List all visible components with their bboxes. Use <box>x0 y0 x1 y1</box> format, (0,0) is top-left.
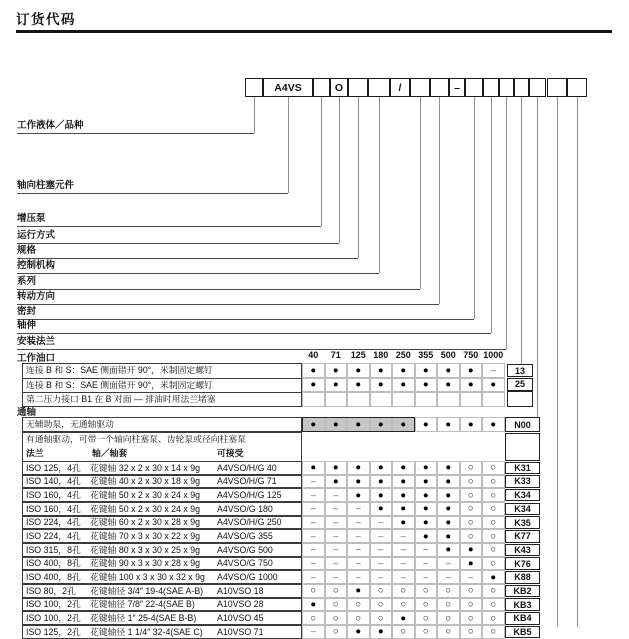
availability-cell: ○ <box>460 488 483 502</box>
field-label: 规格 <box>17 245 37 256</box>
row-code: K31 <box>505 462 540 475</box>
availability-cell: ○ <box>460 584 483 598</box>
connector-line <box>379 97 380 273</box>
connector-line <box>557 97 558 627</box>
availability-cell: ○ <box>437 611 460 625</box>
availability-cell: ○ <box>302 611 325 625</box>
availability-cell: ● <box>370 502 393 516</box>
availability-cell: – <box>347 529 370 543</box>
page-title: 订货代码 <box>16 12 76 27</box>
availability-cell: ● <box>370 461 393 475</box>
availability-cell: – <box>325 488 348 502</box>
code-box <box>567 78 587 97</box>
availability-cell: ● <box>437 417 460 432</box>
availability-cell: ○ <box>415 611 438 625</box>
availability-cell: ● <box>415 502 438 516</box>
field-label: 轴伸 <box>17 320 37 331</box>
availability-cell: ● <box>460 417 483 432</box>
connector-line <box>358 97 359 258</box>
size-header: 1000 <box>483 350 504 360</box>
availability-cell: ● <box>437 488 460 502</box>
availability-cell: ○ <box>415 598 438 612</box>
availability-cell: ● <box>437 475 460 489</box>
field-line <box>17 258 358 259</box>
availability-cell: ● <box>437 461 460 475</box>
connector-line <box>521 97 522 364</box>
availability-cell: ● <box>437 543 460 557</box>
availability-cell: ● <box>370 475 393 489</box>
availability-cell: ○ <box>460 516 483 530</box>
availability-cell: ● <box>415 529 438 543</box>
availability-cell: – <box>325 529 348 543</box>
code-box <box>348 78 368 97</box>
availability-cell: ○ <box>302 584 325 598</box>
row-flange: ISO 125，4孔 <box>26 462 81 473</box>
field-line <box>17 243 339 244</box>
availability-cell <box>302 392 325 407</box>
availability-cell: – <box>347 516 370 530</box>
availability-cell: ● <box>392 378 415 393</box>
availability-cell: ● <box>347 584 370 598</box>
section-label-through-drive: 通轴 <box>17 407 37 418</box>
row-shaft: 花键轴径 1 1/4″ 32-4(SAE C) <box>90 626 203 637</box>
availability-cell <box>347 392 370 407</box>
availability-cell: – <box>392 529 415 543</box>
availability-cell: ● <box>437 378 460 393</box>
size-header: 500 <box>440 350 456 360</box>
availability-cell: – <box>347 502 370 516</box>
code-box <box>410 78 430 97</box>
availability-cell: ● <box>347 625 370 639</box>
row-accept: A4VSO/G 180 <box>217 503 273 514</box>
availability-cell: ○ <box>460 502 483 516</box>
row-shaft: 花键轴径 7/8″ 22-4(SAE B) <box>90 599 195 610</box>
row-accept: A10VSO 28 <box>217 599 264 610</box>
code-box: – <box>449 78 465 97</box>
service-port-code-empty <box>507 391 533 407</box>
availability-cell: ○ <box>370 598 393 612</box>
availability-cell: ● <box>415 516 438 530</box>
title-rule <box>16 30 612 33</box>
availability-cell: ● <box>325 363 348 378</box>
availability-cell: ○ <box>482 625 505 639</box>
availability-cell: – <box>392 570 415 584</box>
availability-cell: ○ <box>437 584 460 598</box>
field-line <box>17 289 420 290</box>
row-shaft: 花键轴径 3/4″ 19-4(SAE A-B) <box>90 585 204 596</box>
availability-cell: – <box>325 516 348 530</box>
availability-cell: – <box>370 516 393 530</box>
service-ports-row-sep <box>22 378 302 379</box>
row-code: K35 <box>505 516 540 529</box>
availability-cell: – <box>437 557 460 571</box>
row-code: K43 <box>505 544 540 557</box>
connector-line <box>439 97 440 304</box>
connector-line <box>577 97 578 627</box>
row-code: K76 <box>505 557 540 570</box>
availability-cell: ● <box>415 378 438 393</box>
availability-cell: ● <box>392 475 415 489</box>
row-flange: ISO 80，2孔 <box>26 585 76 596</box>
service-port-code: 13 <box>507 364 533 377</box>
availability-cell: – <box>302 475 325 489</box>
availability-cell: ● <box>347 363 370 378</box>
size-header: 71 <box>330 350 341 360</box>
availability-cell: ○ <box>325 598 348 612</box>
availability-cell: – <box>302 625 325 639</box>
row-accept: A4VSO/H/G 125 <box>217 489 282 500</box>
availability-cell: ○ <box>415 625 438 639</box>
availability-cell: ○ <box>415 584 438 598</box>
row-flange: ISO 140，4孔 <box>26 476 81 487</box>
code-box <box>245 78 263 97</box>
connector-line <box>506 97 507 349</box>
col-header-flange: 法兰 <box>26 448 44 458</box>
through-drive-note: 有通轴驱动，可带一个轴向柱塞泵、齿轮泵或径向柱塞泵 <box>26 434 246 444</box>
row-code: K34 <box>505 503 540 516</box>
service-port-desc: 连接 B 和 S：SAE 侧面错开 90°，米制固定螺钉 <box>26 365 213 375</box>
availability-cell: ○ <box>370 584 393 598</box>
col-header-accept: 可接受 <box>217 448 244 458</box>
availability-cell: ○ <box>460 475 483 489</box>
connector-line <box>339 97 340 243</box>
availability-cell: ● <box>347 488 370 502</box>
availability-cell: – <box>302 488 325 502</box>
availability-cell: ● <box>302 598 325 612</box>
row-accept: A10VSO 18 <box>217 585 264 596</box>
field-line <box>17 273 379 274</box>
availability-cell: ○ <box>437 625 460 639</box>
availability-cell <box>415 392 438 407</box>
row-accept: A10VSO 45 <box>217 612 264 623</box>
row-shaft: 花键轴 40 x 2 x 30 x 18 x 9g <box>90 476 201 487</box>
availability-cell: – <box>415 543 438 557</box>
availability-cell: – <box>302 516 325 530</box>
field-line <box>17 133 254 134</box>
through-drive-code-empty <box>505 433 540 461</box>
size-header: 125 <box>350 350 366 360</box>
field-line <box>17 319 474 320</box>
row-flange: ISO 160，4孔 <box>26 489 81 500</box>
availability-cell: ● <box>302 378 325 393</box>
field-line <box>17 226 321 227</box>
row-accept: A4VSO/H/G 40 <box>217 462 277 473</box>
connector-line <box>288 97 289 193</box>
service-port-desc: 连接 B 和 S：SAE 侧面错开 90°，米制固定螺钉 <box>26 379 213 390</box>
size-header: 180 <box>373 350 389 360</box>
availability-cell: ● <box>392 461 415 475</box>
row-flange: ISO 160，4孔 <box>26 503 81 514</box>
availability-cell: – <box>392 557 415 571</box>
availability-cell: ○ <box>347 598 370 612</box>
row-code: KB5 <box>505 626 540 639</box>
row-flange: ISO 400，8孔 <box>26 571 81 582</box>
availability-cell: ○ <box>482 502 505 516</box>
connector-line <box>537 97 538 417</box>
code-box <box>430 78 449 97</box>
availability-cell <box>437 392 460 407</box>
availability-cell: ○ <box>482 461 505 475</box>
availability-cell: ● <box>302 417 325 432</box>
row-shaft: 花键轴 80 x 3 x 30 x 25 x 9g <box>90 544 201 555</box>
row-code: K88 <box>505 571 540 584</box>
availability-cell: ● <box>370 417 393 432</box>
availability-cell: ● <box>392 611 415 625</box>
availability-cell: ● <box>482 570 505 584</box>
availability-cell: ○ <box>347 611 370 625</box>
availability-cell: – <box>325 557 348 571</box>
service-ports-row-sep <box>22 392 302 393</box>
size-header: 355 <box>418 350 434 360</box>
availability-cell: ● <box>437 502 460 516</box>
row-accept: A4VSO/G 750 <box>217 558 273 569</box>
no-drive-desc: 无辅助泵，无通轴驱动 <box>26 419 114 429</box>
availability-cell: ○ <box>482 543 505 557</box>
code-box <box>529 78 546 97</box>
availability-cell: ○ <box>482 611 505 625</box>
availability-cell: ○ <box>460 598 483 612</box>
availability-cell: – <box>415 557 438 571</box>
availability-cell: – <box>370 570 393 584</box>
availability-cell: – <box>482 363 505 378</box>
availability-cell: ● <box>392 502 415 516</box>
availability-cell: ● <box>415 488 438 502</box>
row-accept: A4VSO/G 500 <box>217 544 273 555</box>
availability-cell: ○ <box>325 611 348 625</box>
availability-cell: ● <box>302 461 325 475</box>
availability-cell: ● <box>482 378 505 393</box>
availability-cell: ○ <box>460 611 483 625</box>
availability-cell: ● <box>370 625 393 639</box>
col-header-shaft: 轴／轴套 <box>92 448 128 458</box>
availability-cell: ● <box>460 557 483 571</box>
availability-cell <box>460 392 483 407</box>
size-header: 40 <box>308 350 319 360</box>
availability-cell: ○ <box>482 516 505 530</box>
availability-cell: ● <box>370 363 393 378</box>
availability-cell: ○ <box>482 557 505 571</box>
row-code: KB2 <box>505 585 540 598</box>
availability-cell: ● <box>482 417 505 432</box>
row-shaft: 花键轴 70 x 3 x 30 x 22 x 9g <box>90 530 201 541</box>
size-header: 750 <box>463 350 479 360</box>
availability-cell <box>370 392 393 407</box>
availability-cell: – <box>415 570 438 584</box>
availability-cell: ○ <box>460 529 483 543</box>
row-flange: ISO 125，2孔 <box>26 626 81 637</box>
field-label: 控制机构 <box>17 260 56 271</box>
field-line <box>17 304 439 305</box>
service-port-code: 25 <box>507 378 533 391</box>
availability-cell: ● <box>437 516 460 530</box>
availability-cell: ○ <box>482 598 505 612</box>
availability-cell: – <box>392 543 415 557</box>
section-label-service-ports: 工作油口 <box>17 353 56 364</box>
row-code: K33 <box>505 475 540 488</box>
service-port-desc: 第二压力接口 B1 在 B 对面 — 排油时用法兰堵塞 <box>26 394 216 404</box>
field-label: 转动方向 <box>17 291 56 302</box>
row-accept: A4VSO/H/G 250 <box>217 517 282 528</box>
no-drive-code: N00 <box>505 417 540 432</box>
row-flange: ISO 100，2孔 <box>26 599 81 610</box>
availability-cell: ● <box>460 363 483 378</box>
row-flange: ISO 100，2孔 <box>26 612 81 623</box>
availability-cell: ● <box>325 461 348 475</box>
availability-cell: ○ <box>370 611 393 625</box>
field-label: 系列 <box>17 276 37 287</box>
field-label: 安装法兰 <box>17 336 56 347</box>
availability-cell: – <box>302 557 325 571</box>
code-box <box>547 78 567 97</box>
row-shaft: 花键轴 50 x 2 x 30 x 24 x 9g <box>90 503 201 514</box>
field-label: 运行方式 <box>17 230 56 241</box>
availability-cell: – <box>370 529 393 543</box>
code-box: A4VS <box>263 78 313 97</box>
availability-cell: – <box>437 570 460 584</box>
field-label: 密封 <box>17 306 37 317</box>
availability-cell: ● <box>392 417 415 432</box>
availability-cell: ● <box>325 378 348 393</box>
field-label: 工作液体／品种 <box>17 120 84 131</box>
availability-cell: ○ <box>325 584 348 598</box>
availability-cell: ● <box>460 378 483 393</box>
availability-cell: ● <box>392 363 415 378</box>
availability-cell: ○ <box>482 488 505 502</box>
row-flange: ISO 224，4孔 <box>26 530 81 541</box>
availability-cell: – <box>347 570 370 584</box>
field-label: 增压泵 <box>17 213 46 224</box>
size-header: 250 <box>395 350 411 360</box>
row-code: K77 <box>505 530 540 543</box>
row-code: KB3 <box>505 598 540 611</box>
row-shaft: 花键轴 50 x 2 x 30 x 24 x 9g <box>90 489 201 500</box>
code-box <box>368 78 390 97</box>
row-shaft: 花键轴径 1″ 25-4(SAE B-B) <box>90 612 197 623</box>
row-accept: A10VSO 71 <box>217 626 264 637</box>
availability-cell: ● <box>392 516 415 530</box>
availability-cell: ● <box>347 475 370 489</box>
row-code: K34 <box>505 489 540 502</box>
code-box: / <box>390 78 410 97</box>
row-flange: ISO 224，4孔 <box>26 517 81 528</box>
availability-cell: ● <box>460 543 483 557</box>
availability-cell: ● <box>437 363 460 378</box>
availability-cell: – <box>347 557 370 571</box>
field-label: 轴向柱塞元件 <box>17 180 75 191</box>
availability-cell: ○ <box>482 475 505 489</box>
availability-cell: ○ <box>460 625 483 639</box>
row-accept: A4VSO/G 1000 <box>217 571 278 582</box>
availability-cell: ○ <box>460 461 483 475</box>
availability-cell: ○ <box>482 529 505 543</box>
availability-cell: – <box>302 543 325 557</box>
availability-cell: ○ <box>437 598 460 612</box>
availability-cell: – <box>460 570 483 584</box>
row-flange: ISO 315，8孔 <box>26 544 81 555</box>
availability-cell <box>482 392 505 407</box>
availability-cell: ● <box>392 488 415 502</box>
availability-cell: – <box>302 570 325 584</box>
row-shaft: 花键轴 32 x 2 x 30 x 14 x 9g <box>90 462 201 473</box>
availability-cell: – <box>370 557 393 571</box>
availability-cell: – <box>302 502 325 516</box>
code-box <box>465 78 483 97</box>
code-box: O <box>330 78 348 97</box>
field-line <box>17 193 288 194</box>
availability-cell: ● <box>370 378 393 393</box>
availability-cell: ● <box>415 475 438 489</box>
row-shaft: 花键轴 90 x 3 x 30 x 28 x 9g <box>90 558 201 569</box>
code-box <box>483 78 499 97</box>
row-accept: A4VSO/G 355 <box>217 530 273 541</box>
availability-cell: ● <box>370 488 393 502</box>
availability-cell: ● <box>347 378 370 393</box>
availability-cell: ○ <box>482 584 505 598</box>
code-box <box>313 78 330 97</box>
availability-cell <box>392 392 415 407</box>
availability-cell: ● <box>347 461 370 475</box>
availability-cell: – <box>325 543 348 557</box>
availability-cell: ● <box>325 475 348 489</box>
availability-cell: ● <box>325 417 348 432</box>
row-code: KB4 <box>505 612 540 625</box>
availability-cell: – <box>325 570 348 584</box>
field-line <box>17 333 491 334</box>
connector-line <box>491 97 492 333</box>
availability-cell: ○ <box>325 625 348 639</box>
availability-cell: ● <box>415 417 438 432</box>
availability-cell: ● <box>302 363 325 378</box>
row-shaft: 花键轴 100 x 3 x 30 x 32 x 9g <box>90 571 205 582</box>
availability-cell: ● <box>347 417 370 432</box>
availability-cell: ○ <box>392 598 415 612</box>
code-box <box>499 78 514 97</box>
availability-cell: – <box>302 529 325 543</box>
connector-line <box>420 97 421 289</box>
row-flange: ISO 400，8孔 <box>26 558 81 569</box>
connector-line <box>474 97 475 319</box>
availability-cell: ● <box>437 529 460 543</box>
availability-cell: ○ <box>392 625 415 639</box>
availability-cell: – <box>370 543 393 557</box>
row-accept: A4VSO/H/G 71 <box>217 476 277 487</box>
availability-cell: ● <box>415 363 438 378</box>
availability-cell: – <box>347 543 370 557</box>
connector-line <box>321 97 322 226</box>
connector-line <box>254 97 255 133</box>
availability-cell: – <box>325 502 348 516</box>
availability-cell: ● <box>415 461 438 475</box>
availability-cell: ○ <box>392 584 415 598</box>
row-shaft: 花键轴 60 x 2 x 30 x 28 x 9g <box>90 517 201 528</box>
availability-cell <box>325 392 348 407</box>
code-box <box>514 78 529 97</box>
